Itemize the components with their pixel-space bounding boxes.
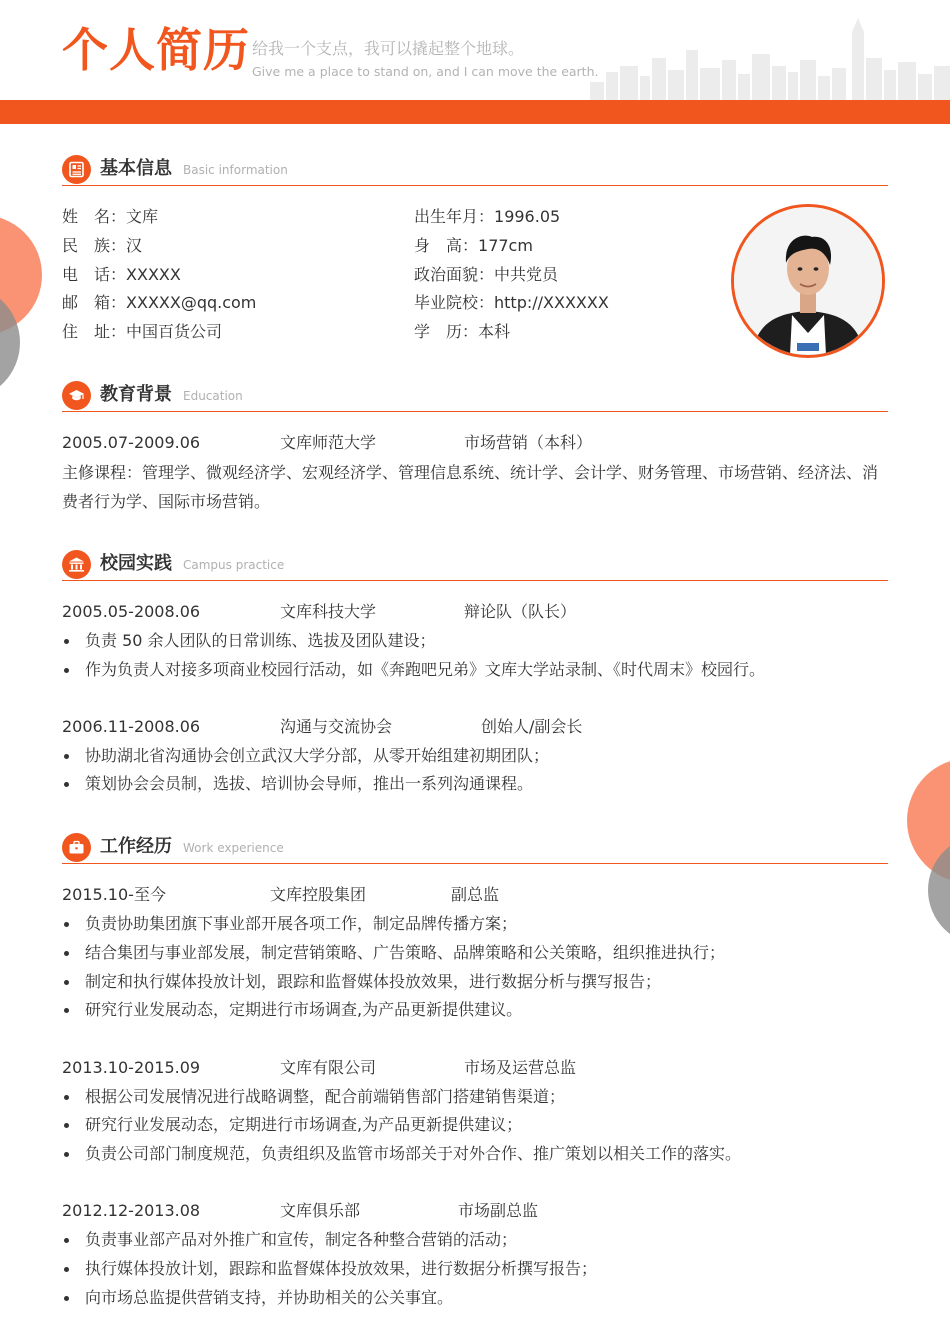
info-label: 电 话： [62, 265, 127, 284]
list-item: 负责公司部门制度规范，负责组织及监管市场部关于对外合作、推广策划以相关工作的落实。 [85, 1144, 742, 1163]
info-row-address [62, 321, 222, 343]
campus-org: 文库科技大学 [280, 602, 377, 621]
education-major: 市场营销（本科） [464, 433, 593, 452]
list-item: 策划协会会员制，选拔、培训协会导师，推出一系列沟通课程。 [85, 774, 534, 793]
section-subtitle: Basic information [183, 163, 288, 177]
info-label: 邮 箱： [62, 293, 127, 312]
info-label: 住 址： [62, 322, 127, 341]
list-item: 负责 50 余人团队的日常训练、选拔及团队建设； [85, 631, 436, 650]
info-row-politics [414, 264, 558, 286]
work-role: 市场副总监 [458, 1201, 539, 1220]
work-period: 2015.10-至今 [62, 885, 166, 904]
header-accent-bar [0, 100, 950, 124]
list-item: 负责事业部产品对外推广和宣传，制定各种整合营销的活动； [85, 1230, 518, 1249]
info-label: 政治面貌： [414, 265, 495, 284]
work-company: 文库有限公司 [280, 1058, 377, 1077]
list-item: 执行媒体投放计划，跟踪和监督媒体投放效果，进行数据分析撰写报告； [85, 1259, 598, 1278]
info-value: 汉 [126, 236, 143, 255]
info-label: 身 高： [414, 236, 479, 255]
work-period: 2012.12-2013.08 [62, 1201, 201, 1220]
section-header-campus [62, 550, 888, 581]
info-label: 姓 名： [62, 207, 127, 226]
info-value: 本科 [478, 322, 511, 341]
section-header-basic-info [62, 155, 888, 186]
info-row-phone [62, 264, 181, 286]
section-subtitle: Work experience [183, 841, 284, 855]
section-title: 教育背景 [100, 384, 172, 405]
work-company: 文库俱乐部 [280, 1201, 361, 1220]
info-value: 中共党员 [494, 265, 559, 284]
campus-period: 2005.05-2008.06 [62, 602, 201, 621]
info-value: http://XXXXXX [494, 293, 609, 312]
info-value: 177cm [478, 236, 533, 255]
section-title: 工作经历 [100, 836, 172, 857]
resume-title: 个人简历 [62, 23, 250, 77]
section-header-education [62, 381, 888, 412]
info-label: 民 族： [62, 236, 127, 255]
info-row-birth [414, 206, 560, 228]
education-school: 文库师范大学 [280, 433, 377, 452]
city-skyline-illustration [590, 10, 950, 102]
info-row-height [414, 235, 533, 257]
list-item: 制定和执行媒体投放计划，跟踪和监督媒体投放效果，进行数据分析与撰写报告； [85, 972, 662, 991]
info-row-name [62, 206, 158, 228]
info-value: 文库 [126, 207, 159, 226]
list-item: 协助湖北省沟通协会创立武汉大学分部，从零开始组建初期团队； [85, 746, 550, 765]
motto-chinese: 给我一个支点，我可以撬起整个地球。 [252, 39, 525, 58]
briefcase-icon [62, 833, 91, 862]
id-card-icon [62, 155, 91, 184]
graduation-cap-icon [62, 381, 91, 410]
work-role: 市场及运营总监 [464, 1058, 577, 1077]
info-row-ethnicity [62, 235, 142, 257]
work-period: 2013.10-2015.09 [62, 1058, 201, 1077]
profile-photo [731, 204, 885, 358]
motto-english: Give me a place to stand on, and I can move the earth. [252, 64, 599, 79]
info-row-school [414, 292, 609, 314]
resume-header [0, 0, 950, 124]
list-item: 负责协助集团旗下事业部开展各项工作，制定品牌传播方案； [85, 914, 518, 933]
list-item: 作为负责人对接多项商业校园行活动，如《奔跑吧兄弟》文库大学站录制、《时代周末》校园行。 [85, 660, 766, 679]
section-header-work [62, 833, 888, 864]
building-icon [62, 550, 91, 579]
campus-period: 2006.11-2008.06 [62, 717, 201, 736]
list-item: 结合集团与事业部发展，制定营销策略、广告策略、品牌策略和公关策略，组织推进执行； [85, 943, 726, 962]
section-subtitle: Campus practice [183, 558, 285, 572]
campus-role: 创始人/副会长 [481, 717, 583, 736]
info-value: 中国百货公司 [126, 322, 223, 341]
section-subtitle: Education [183, 389, 243, 403]
education-period: 2005.07-2009.06 [62, 433, 201, 452]
work-role: 副总监 [451, 885, 500, 904]
info-label: 学 历： [414, 322, 479, 341]
info-row-email [62, 292, 256, 314]
list-item: 研究行业发展动态，定期进行市场调查,为产品更新提供建议。 [85, 1000, 523, 1019]
campus-org: 沟通与交流协会 [280, 717, 393, 736]
list-item: 研究行业发展动态，定期进行市场调查,为产品更新提供建议； [85, 1115, 523, 1134]
section-title: 校园实践 [100, 553, 172, 574]
info-label: 出生年月： [414, 207, 495, 226]
list-item: 向市场总监提供营销支持，并协助相关的公关事宜。 [85, 1288, 454, 1307]
work-company: 文库控股集团 [270, 885, 367, 904]
info-row-degree [414, 321, 510, 343]
info-value: XXXXX [126, 265, 181, 284]
info-value: 1996.05 [494, 207, 561, 226]
campus-role: 辩论队（队长） [464, 602, 577, 621]
info-value: XXXXX@qq.com [126, 293, 257, 312]
info-label: 毕业院校： [414, 293, 495, 312]
education-courses: 主修课程：管理学、微观经济学、宏观经济学、管理信息系统、统计学、会计学、财务管理、市场营销、经济法、消费者行为学、国际市场营销。 [62, 463, 879, 511]
list-item: 根据公司发展情况进行战略调整，配合前端销售部门搭建销售渠道； [85, 1087, 566, 1106]
section-title: 基本信息 [100, 158, 172, 179]
